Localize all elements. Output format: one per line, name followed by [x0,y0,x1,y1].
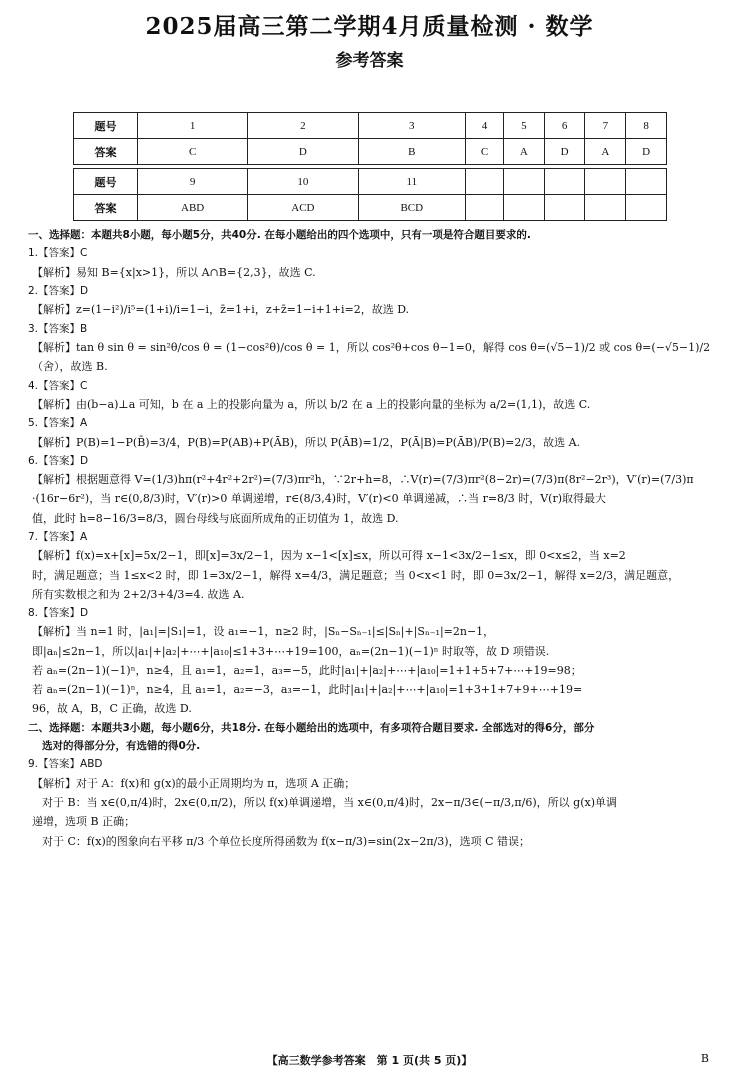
answer-line: 9.【答案】ABD [28,758,103,771]
explanation: 【解析】易知 B={x|x>1}，所以 A∩B={2,3}，故选 C. [32,265,316,279]
table-cell [466,169,504,195]
explanation: 时，满足题意；当 1≤x<2 时，即 1=3x/2−1，解得 x=4/3，满足题意；当 0<x<1 时，即 0=3x/2−1，解得 x=2/3，满足题意， [32,568,680,582]
table-cell: C [466,139,504,165]
answer-table [73,112,667,221]
explanation: 【解析】对于 A：f(x)和 g(x)的最小正周期均为 π，选项 A 正确； [32,776,356,790]
table-cell: BCD [358,195,466,221]
table-cell: A [503,139,544,165]
table-row [74,139,667,165]
answer-line: 2.【答案】D [28,285,89,297]
table-cell: 9 [138,169,248,195]
table-cell [503,169,544,195]
table-cell [585,195,626,221]
row-label: 答案 [74,139,138,165]
explanation: 【解析】由(b−a)⊥a 可知，b 在 a 上的投影向量为 a，所以 b/2 在 a 上的投影向量的坐标为 a/2=(1,1)，故选 C. [32,397,591,411]
section-heading: 一、选择题：本题共8小题，每小题5分，共40分. 在每小题给出的四个选项中，只有一项是符合题目要求的. [28,229,531,241]
explanation: 对于 B：当 x∈(0,π/4)时，2x∈(0,π/2)，所以 f(x)单调递增，当 x∈(0,π/4)时，2x−π/3∈(−π/3,π/6)，所以 g(x)单调 [42,796,617,809]
answer-line: 7.【答案】A [28,530,88,543]
explanation: 递增，选项 B 正确； [32,815,136,829]
table-cell: 11 [358,169,466,195]
explanation: 若 aₙ=(2n−1)(−1)ⁿ，n≥4，且 a₁=1，a₂=−3，a₃=−1，此时|a₁|+|a₂|+⋯+|a₁₀|=1+3+1+7+9+⋯+19= [32,683,583,697]
table-cell [626,169,667,195]
explanation: 对于 C：f(x)的图象向右平移 π/3 个单位长度所得函数为 f(x−π/3)=sin(2x−2π/3)，选项 C 错误； [42,834,531,848]
explanation: 96，故 A，B，C 正确，故选 D. [32,702,192,716]
explanation: 【解析】z=(1−i²)/i⁵=(1+i)/i=1−i，z̄=1+i，z+z̄=1−i+1+i=2，故选 D. [32,303,410,317]
table-cell [544,195,585,221]
table-cell: ABD [138,195,248,221]
table-cell: ACD [248,195,358,221]
table-cell: 2 [248,113,358,139]
table-cell: A [585,139,626,165]
table-cell [585,169,626,195]
answer-line: 3.【答案】B [28,322,88,335]
table-cell: 3 [358,113,466,139]
explanation: 【解析】tan θ sin θ = sin²θ/cos θ = (1−cos²θ)/cos θ = 1，所以 cos²θ+cos θ−1=0，解得 cos θ=(√5−1)/2 或 cos θ=(−√5−1)/2（舍），故选 B. [32,341,711,374]
explanation: 【解析】当 n=1 时，|a₁|=|S₁|=1，设 a₁=−1，n≥2 时，|Sₙ−Sₙ₋₁|≤|Sₙ|+|Sₙ₋₁|=2n−1， [32,625,495,639]
table-cell: D [248,139,358,165]
answer-line: 5.【答案】A [28,417,88,430]
table-cell [503,195,544,221]
version-mark: B [700,1052,709,1065]
table-cell [544,169,585,195]
table-row [74,195,667,221]
explanation: 【解析】f(x)=x+[x]=5x/2−1，即[x]=3x/2−1，因为 x−1<[x]≤x，所以可得 x−1<3x/2−1≤x，即 0<x≤2，当 x=2 [32,549,626,563]
explanation: 【解析】根据题意得 V=(1/3)hπ(r²+4r²+2r²)=(7/3)πr²h，∵2r+h=8，∴V(r)=(7/3)πr²(8−2r)=(7/3)π(8r²−2r³)，V′(r)=(7/3)π [32,473,694,487]
explanation: 若 aₙ=(2n−1)(−1)ⁿ，n≥4，且 a₁=1，a₂=1，a₃=−5，此时|a₁|+|a₂|+⋯+|a₁₀|=1+1+5+7+⋯+19=98； [32,663,582,677]
table-row [74,113,667,139]
table-cell [466,195,504,221]
page-title: 2025届高三第二学期4月质量检测 · 数学 [145,13,594,40]
table-cell: 4 [466,113,504,139]
table-cell: 5 [503,113,544,139]
answer-line: 6.【答案】D [28,454,89,467]
section-heading-cont: 选对的得部分分，有选错的得0分. [42,740,201,752]
table-cell [626,195,667,221]
explanation: 【解析】P(B)=1−P(B̄)=3/4，P(B)=P(AB)+P(ĀB)，所以 P(ĀB)=1/2，P(Ā|B)=P(ĀB)/P(B)=2/3，故选 A. [32,435,581,449]
explanation: 所有实数根之和为 2+2/3+4/3=4. 故选 A. [32,587,245,601]
answer-line: 1.【答案】C [28,247,88,260]
answer-line: 8.【答案】D [28,607,89,619]
section-heading: 二、选择题：本题共3小题，每小题6分，共18分. 在每小题给出的选项中，有多项符合题目要求. 全部选对的得6分，部分 [28,721,595,734]
row-label: 题号 [74,169,138,195]
table-cell: 7 [585,113,626,139]
table-cell: D [626,139,667,165]
explanation: 即|aₙ|≤2n−1，所以|a₁|+|a₂|+⋯+|a₁₀|≤1+3+⋯+19=100，aₙ=(2n−1)(−1)ⁿ 时取等，故 D 项错误. [32,644,550,658]
table-cell: D [544,139,585,165]
explanation: 值，此时 h=8−16/3=8/3，圆台母线与底面所成角的正切值为 1，故选 D. [32,511,399,525]
table-cell: 10 [248,169,358,195]
explanation: ·(16r−6r²)，当 r∈(0,8/3)时，V′(r)>0 单调递增，r∈(8/3,4)时，V′(r)<0 单调递减，∴当 r=8/3 时，V(r)取得最大 [32,492,607,506]
table-cell: 6 [544,113,585,139]
table-cell: C [138,139,248,165]
table-cell: 1 [138,113,248,139]
page-subtitle: 参考答案 [335,51,404,71]
answer-content [28,226,716,851]
page-footer: 【高三数学参考答案 第 1 页(共 5 页)】 [266,1054,473,1067]
row-label: 答案 [74,195,138,221]
answer-line: 4.【答案】C [28,379,88,392]
table-row [74,169,667,195]
table-cell: B [358,139,466,165]
row-label: 题号 [74,113,138,139]
table-cell: 8 [626,113,667,139]
